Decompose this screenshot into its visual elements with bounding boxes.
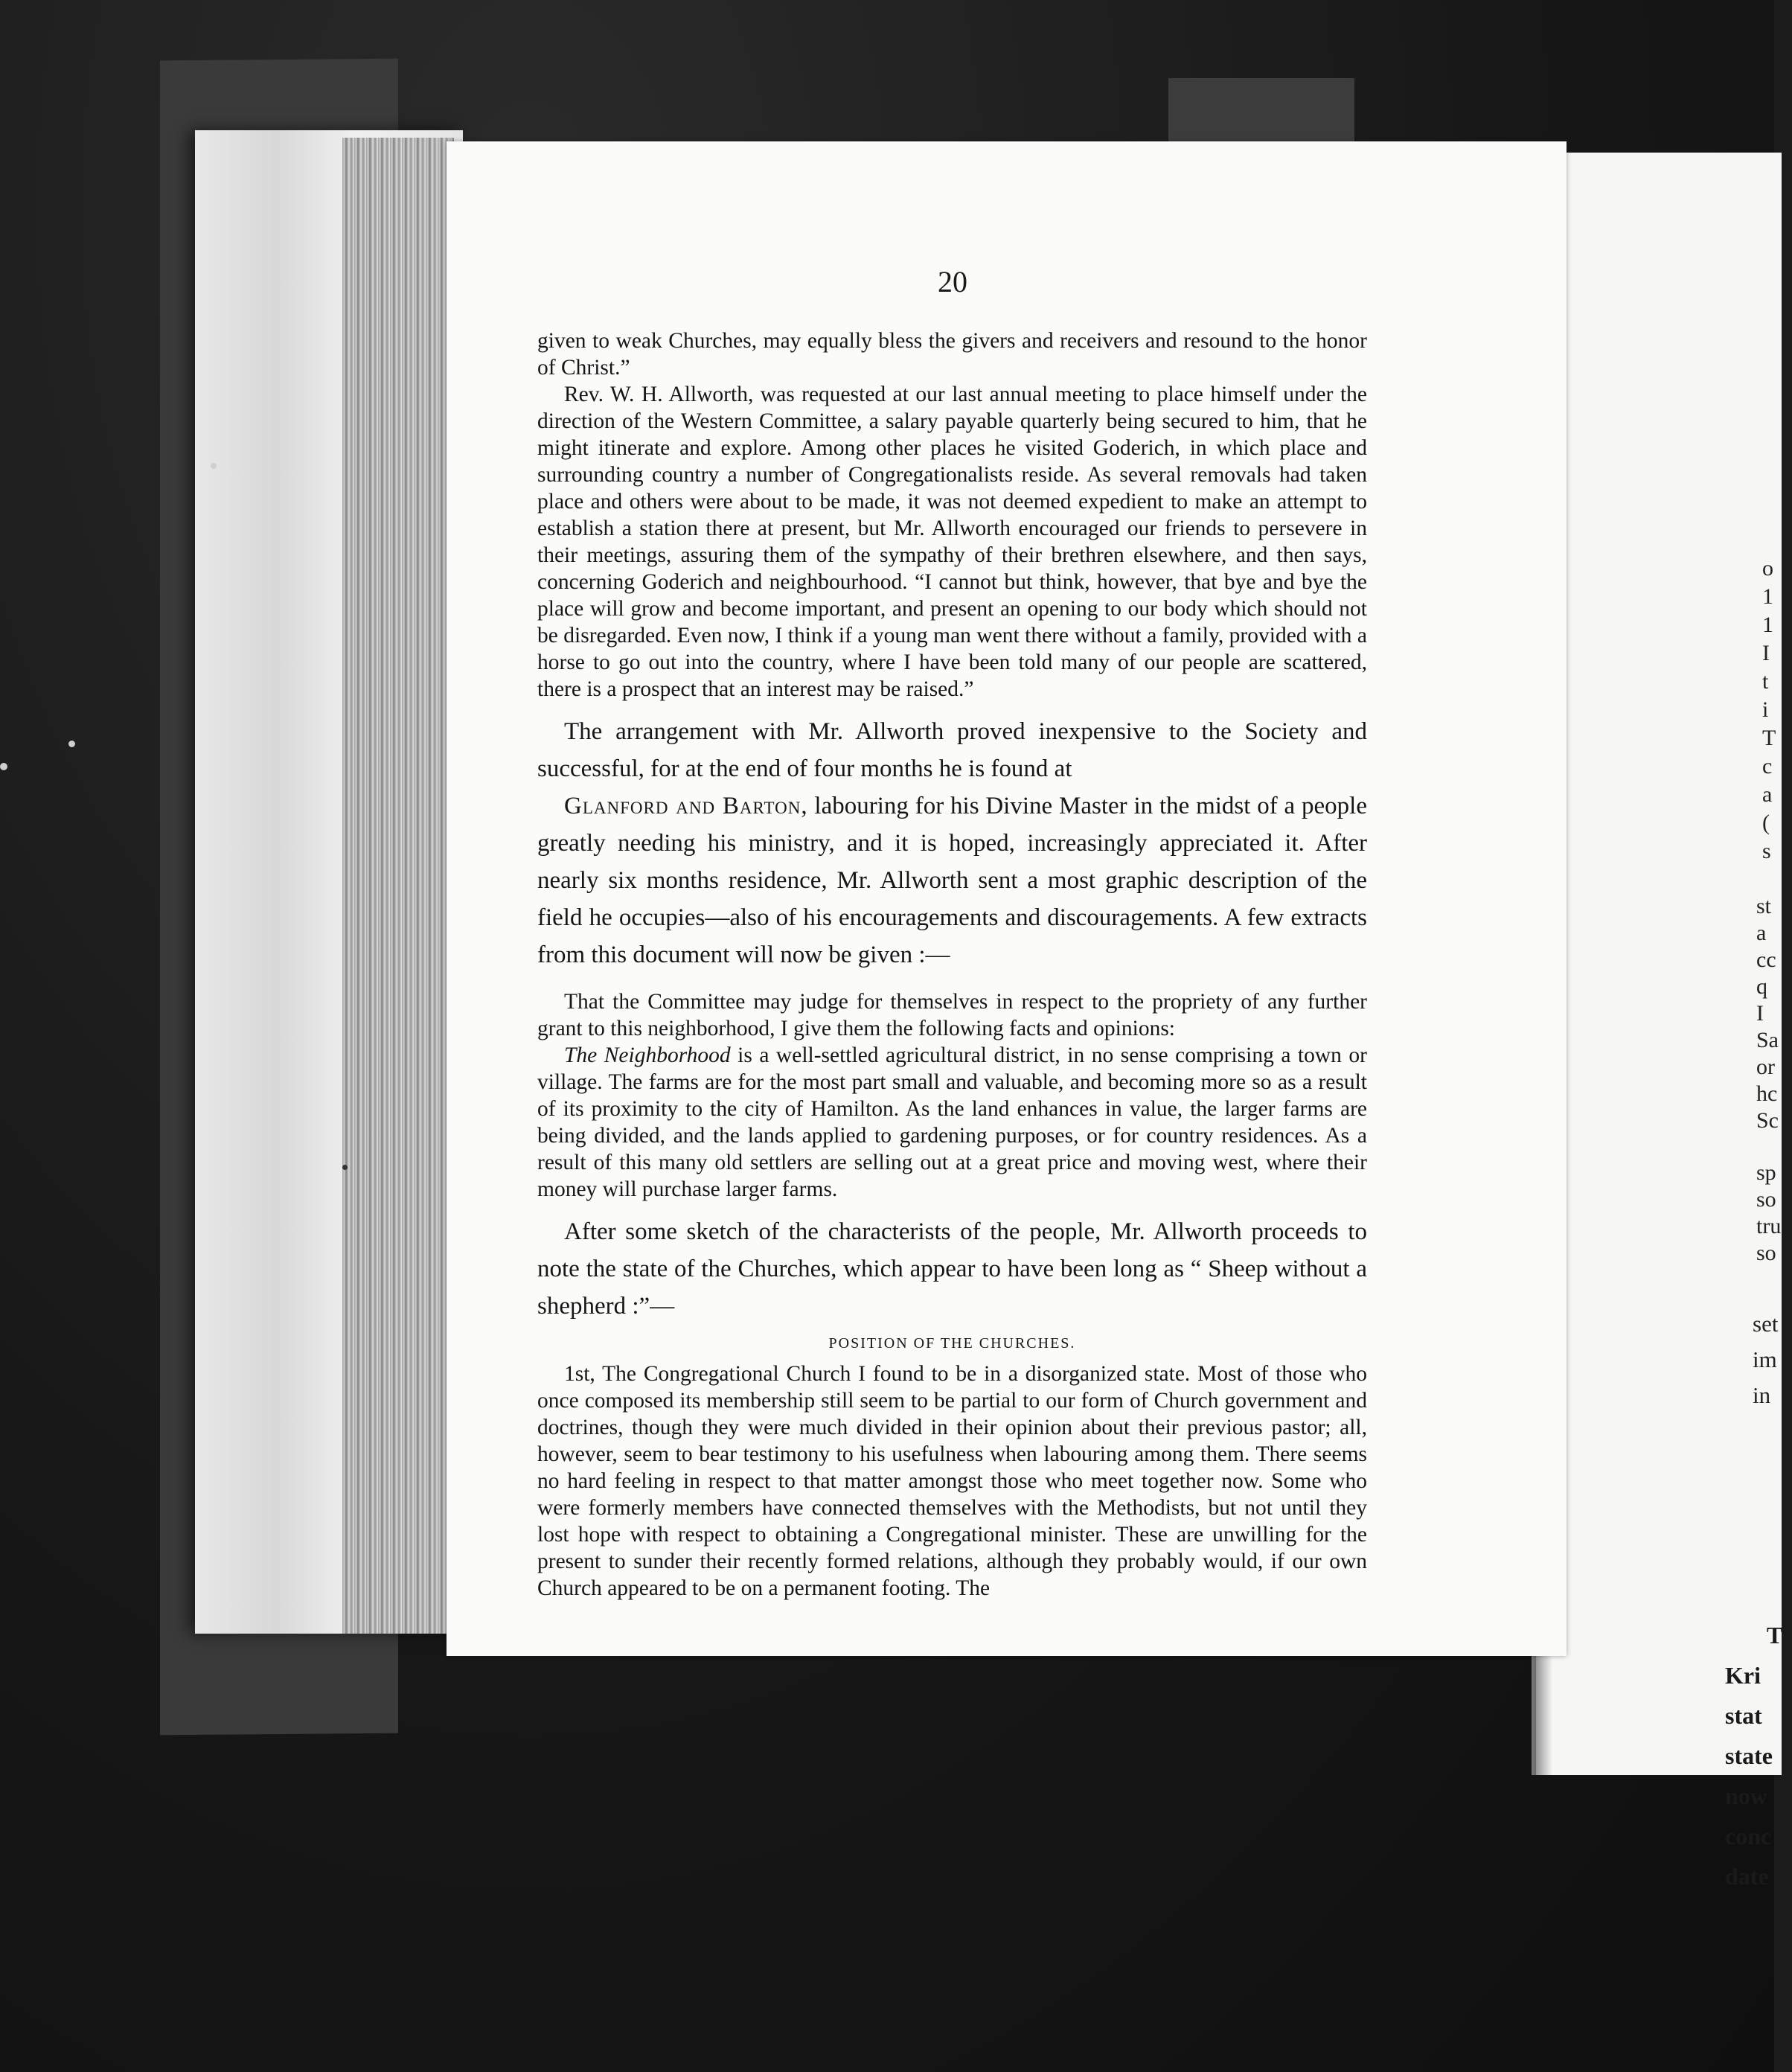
dust-speck [68, 741, 75, 747]
paragraph-continuation: given to weak Churches, may equally bless the givers and receivers and resound to the honor of Christ.” [537, 329, 1367, 380]
place-name: Glanford and Barton, [564, 793, 808, 819]
section-heading: POSITION OF THE CHURCHES. [828, 1335, 1076, 1352]
fragment: T [1762, 726, 1776, 750]
fragment: a [1756, 921, 1767, 945]
fragment: tru [1756, 1214, 1782, 1238]
paragraph-allworth-report: Rev. W. H. Allworth, was requested at our last annual meeting to place himself under the direction of the Western Committee, a salary payable quarterly being secured to him, that he might itinerate and explore. Among other places he visited Goderich, in which place and surrounding country a number of Congregationalists reside. As several removals had taken place and others were about to be made, it was not deemed expedient to make an attempt to establish a station there at present, but Mr. Allworth encouraged our friends to persevere in their meetings, assuring them of the sympathy of their brethren elsewhere, and then says, concerning Goderich and neighbourhood. “I cannot but think, however, that bye and bye the place will grow and become important, and present an opening to our body which should not be disregarded. Even now, I think if a young man went there without a family, provided with a horse to go out into the country, where I have been told many of our people are scattered, there is a prospect that an interest may be raised.” [537, 383, 1367, 701]
fragment: sp [1756, 1160, 1776, 1185]
neighborhood-term: The Neighborhood [564, 1043, 731, 1067]
fragment: state [1725, 1742, 1773, 1769]
fragment: so [1756, 1241, 1776, 1265]
fragment: set [1753, 1311, 1779, 1337]
fragment: 1 [1762, 613, 1773, 637]
page-edges [342, 138, 454, 1634]
paragraph-committee: That the Committee may judge for themselves in respect to the propriety of any further grant to this neighborhood, I give them the following facts and opinions: [537, 990, 1367, 1040]
fragment: c [1762, 754, 1773, 778]
fragment: Sa [1756, 1028, 1779, 1052]
dust-speck [211, 463, 217, 469]
fragment: cc [1756, 947, 1776, 972]
fragment: hc [1756, 1081, 1778, 1106]
page-number: 20 [938, 265, 967, 298]
fragment: t [1762, 669, 1769, 694]
fragment: so [1756, 1187, 1776, 1212]
facing-page-fragments-3 [1756, 1160, 1782, 1267]
facing-page-fragments-4 [1753, 1306, 1779, 1413]
facing-page-fragments-1 [1762, 554, 1785, 866]
fragment: T [1767, 1622, 1783, 1649]
page-body [537, 327, 1367, 1602]
fragment: q [1756, 974, 1767, 999]
book-clip [1168, 78, 1354, 149]
fragment: a [1762, 782, 1773, 807]
facing-page-fragments-5 [1725, 1615, 1792, 1896]
fragment: im [1753, 1346, 1777, 1372]
fragment: st [1756, 894, 1772, 918]
paragraph-glanford [537, 787, 1367, 973]
fragment: o [1762, 556, 1773, 581]
fragment: ( [1762, 810, 1770, 835]
fragment: now [1725, 1782, 1767, 1809]
paragraph-neighborhood-text: is a well-settled agricultural district, in no sense comprising a town or village. The farms are for the most part small and valuable, and becoming more so as a result of its proximity to the city of Hamilton. As the land enhances in value, the larger farms are being divided, and the lands applied to gardening purposes, or for country residences. As a result of this many old settlers are selling out at a great price and moving west, where their money will purchase larger farms. [537, 1043, 1368, 1201]
dust-speck [0, 763, 7, 770]
fragment: 1 [1762, 584, 1773, 609]
fragment: conc [1725, 1823, 1772, 1849]
fragment: or [1756, 1055, 1775, 1079]
fragment: Kri [1725, 1662, 1761, 1689]
facing-page-fragments-2 [1756, 893, 1779, 1134]
fragment: stat [1725, 1702, 1762, 1729]
fragment: I [1762, 641, 1770, 665]
fragment: I [1756, 1001, 1764, 1026]
fragment: in [1753, 1382, 1771, 1408]
paragraph-arrangement: The arrangement with Mr. Allworth proved inexpensive to the Society and successful, for at the end of four months he is found at [537, 718, 1367, 782]
paragraph-sketch: After some sketch of the characterists of the people, Mr. Allworth proceeds to note the state of the Churches, which appear to have been long as “ Sheep without a shepherd :”— [537, 1218, 1367, 1320]
paragraph-congregational-church: 1st, The Congregational Church I found to be in a disorganized state. Most of those who once composed its membership still seem to be partial to our form of Church government and doctrines, though they were much divided in their opinion about their previous pastor; all, however, seem to bear testimony to his usefulness when labouring among them. There seems no hard feeling in respect to that matter amongst those who meet together now. Some who were formerly members have connected themselves with the Methodists, but not until they lost hope with respect to obtaining a Congregational minister. These are unwilling for the present to sunder their recently formed relations, although they probably would, if our own Church appeared to be on a permanent footing. The [537, 1362, 1367, 1600]
paragraph-glanford-text: labouring for his Divine Master in the midst of a people greatly needing his ministry, and it is hoped, increasingly appreciated it. After nearly six months residence, Mr. Allworth sent a most graphic description of the field he occupies—also of his encouragements and discouragements. A few extracts from this document will now be given :— [537, 793, 1367, 968]
fragment: i [1762, 697, 1769, 722]
paragraph-neighborhood [537, 1042, 1367, 1203]
facing-page [1532, 153, 1782, 1775]
fragment: Sc [1756, 1108, 1779, 1133]
fragment: date [1725, 1863, 1769, 1890]
dust-speck [342, 1165, 348, 1170]
fragment: s [1762, 839, 1771, 863]
